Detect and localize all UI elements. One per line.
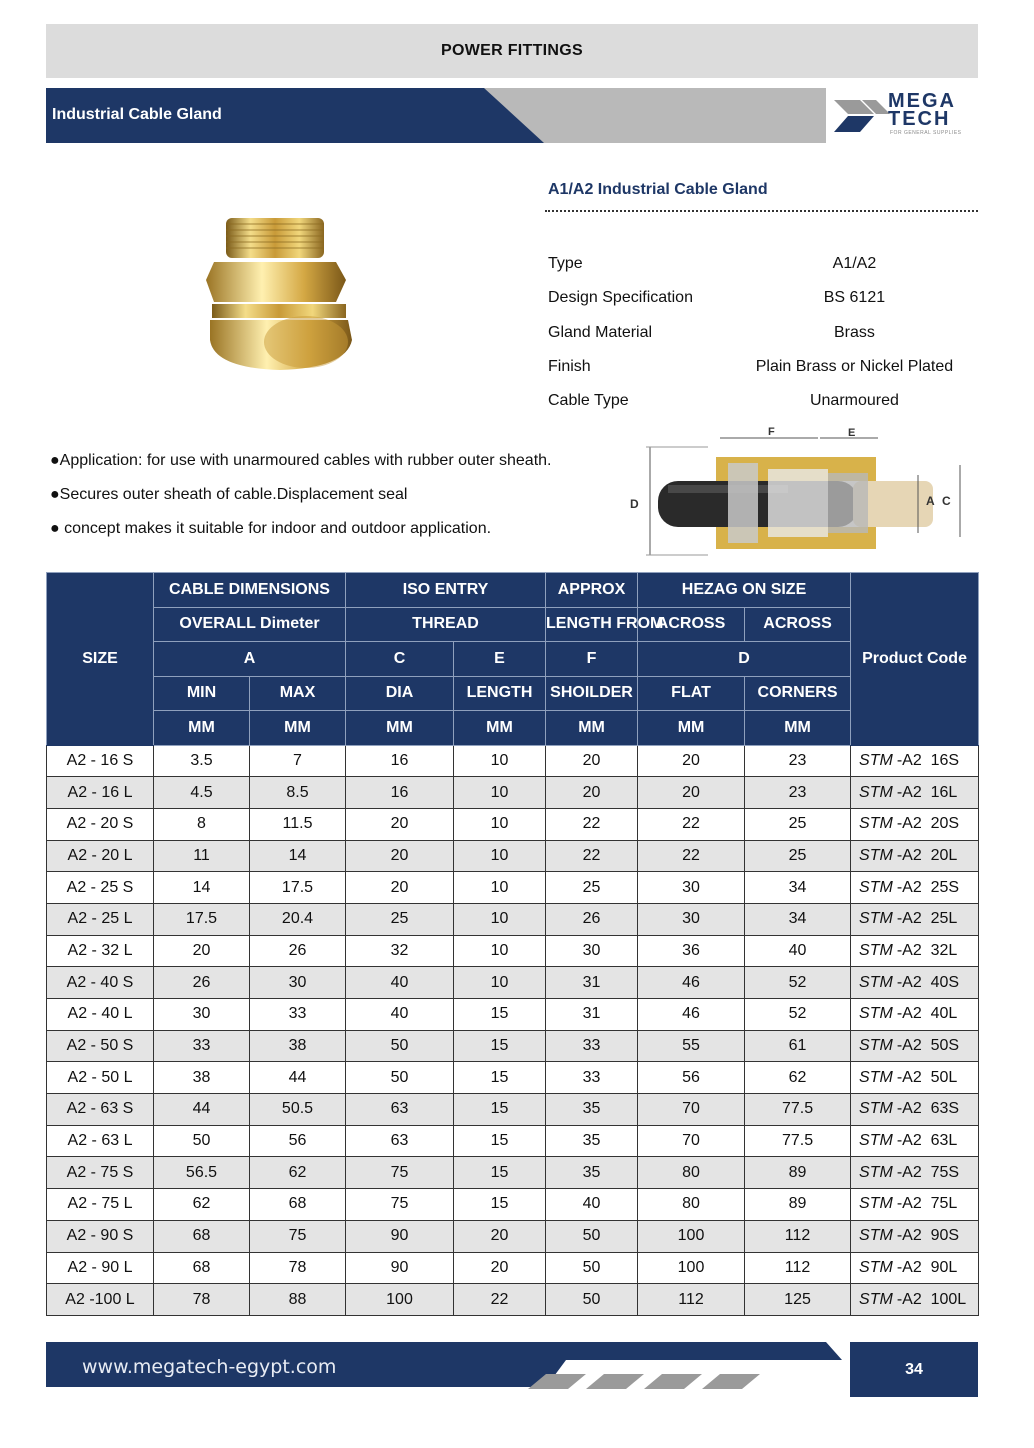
code-prefix: STM	[859, 751, 893, 769]
header-unit: MM	[346, 711, 454, 746]
spec-value: A1/A2	[832, 255, 877, 272]
page-number: 34	[850, 1342, 978, 1397]
header-approx: APPROX	[546, 573, 638, 608]
code-prefix: STM	[859, 783, 893, 801]
header-hexagon: HEZAG ON SIZE	[638, 573, 851, 608]
cell-product-code	[851, 1220, 979, 1252]
code-suffix: -A2 40S	[896, 973, 960, 991]
cell-f: 40	[546, 1189, 638, 1221]
cell-c: 25	[346, 903, 454, 935]
code-prefix: STM	[859, 1227, 893, 1245]
header-overall: OVERALL Dimeter	[154, 607, 346, 642]
cell-e: 15	[454, 1062, 546, 1094]
cell-max: 7	[250, 745, 346, 777]
header-dia: DIA	[346, 676, 454, 711]
spec-value: Plain Brass or Nickel Plated	[755, 358, 954, 375]
cell-flat: 30	[638, 903, 745, 935]
cell-product-code	[851, 1157, 979, 1189]
footer-band	[46, 1342, 846, 1392]
header-unit: MM	[454, 711, 546, 746]
header-product-code: Product Code	[851, 573, 979, 746]
cell-corners: 112	[745, 1220, 851, 1252]
cell-flat: 30	[638, 872, 745, 904]
dotted-divider	[545, 210, 978, 212]
code-prefix: STM	[859, 1258, 893, 1276]
code-suffix: -A2 25L	[896, 910, 958, 928]
cell-c: 40	[346, 999, 454, 1031]
cell-flat: 20	[638, 777, 745, 809]
logo-word-tech: TECH	[888, 108, 951, 130]
table-row	[47, 1220, 979, 1252]
header-unit: MM	[250, 711, 346, 746]
cell-e: 20	[454, 1220, 546, 1252]
code-suffix: -A2 63L	[896, 1132, 958, 1150]
cell-size: A2 - 16 S	[47, 745, 154, 777]
feature-item: ●Secures outer sheath of cable.Displacement seal	[50, 486, 408, 503]
code-prefix: STM	[859, 846, 893, 864]
feature-item: ●Application: for use with unarmoured cables with rubber outer sheath.	[50, 452, 552, 469]
code-prefix: STM	[859, 815, 893, 833]
cell-flat: 112	[638, 1284, 745, 1316]
header-d: D	[638, 642, 851, 677]
cell-corners: 34	[745, 872, 851, 904]
feature-list	[50, 452, 552, 554]
code-suffix: -A2 20L	[896, 846, 958, 864]
table-row	[47, 1094, 979, 1126]
cell-product-code	[851, 1030, 979, 1062]
header-unit: MM	[154, 711, 250, 746]
cell-flat: 22	[638, 840, 745, 872]
cell-f: 35	[546, 1094, 638, 1126]
cell-product-code	[851, 1094, 979, 1126]
cell-size: A2 - 25 L	[47, 903, 154, 935]
table-row	[47, 872, 979, 904]
cell-max: 26	[250, 935, 346, 967]
cell-max: 75	[250, 1220, 346, 1252]
section-title: POWER FITTINGS	[46, 24, 978, 78]
product-title: A1/A2 Industrial Cable Gland	[548, 181, 768, 198]
code-prefix: STM	[859, 1195, 893, 1213]
cell-size: A2 - 40 S	[47, 967, 154, 999]
spec-value: Brass	[833, 324, 875, 341]
cell-max: 44	[250, 1062, 346, 1094]
cell-max: 88	[250, 1284, 346, 1316]
website-url: www.megatech-egypt.com	[82, 1356, 337, 1378]
table-row	[47, 935, 979, 967]
cell-corners: 23	[745, 777, 851, 809]
header-max: MAX	[250, 676, 346, 711]
cell-f: 22	[546, 808, 638, 840]
cell-e: 10	[454, 777, 546, 809]
megatech-logo	[830, 88, 978, 143]
cell-f: 35	[546, 1157, 638, 1189]
logo-word-mega: MEGA	[888, 90, 956, 112]
logo-chevron-icon	[832, 92, 892, 142]
cell-e: 10	[454, 872, 546, 904]
code-suffix: -A2 20S	[896, 815, 960, 833]
cell-f: 50	[546, 1220, 638, 1252]
header-size: SIZE	[47, 573, 154, 746]
cell-product-code	[851, 777, 979, 809]
cell-f: 33	[546, 1062, 638, 1094]
cell-product-code	[851, 1284, 979, 1316]
cell-product-code	[851, 999, 979, 1031]
header-length: LENGTH	[454, 676, 546, 711]
cell-flat: 56	[638, 1062, 745, 1094]
table-row	[47, 808, 979, 840]
spec-row-cable-type	[548, 392, 978, 414]
cell-corners: 25	[745, 808, 851, 840]
cell-f: 33	[546, 1030, 638, 1062]
cell-e: 15	[454, 1125, 546, 1157]
cell-f: 22	[546, 840, 638, 872]
cell-flat: 80	[638, 1157, 745, 1189]
cell-product-code	[851, 745, 979, 777]
cell-max: 56	[250, 1125, 346, 1157]
cell-f: 31	[546, 967, 638, 999]
cell-corners: 52	[745, 967, 851, 999]
cell-min: 3.5	[154, 745, 250, 777]
code-suffix: -A2 90S	[896, 1227, 960, 1245]
spec-label: Design Specification	[548, 289, 693, 306]
spec-row-material	[548, 324, 978, 346]
cell-flat: 70	[638, 1125, 745, 1157]
cell-max: 14	[250, 840, 346, 872]
cell-size: A2 - 16 L	[47, 777, 154, 809]
cell-corners: 52	[745, 999, 851, 1031]
table-row	[47, 1157, 979, 1189]
header-a: A	[154, 642, 346, 677]
spec-label: Finish	[548, 358, 591, 375]
cell-c: 20	[346, 840, 454, 872]
cell-min: 38	[154, 1062, 250, 1094]
cell-corners: 40	[745, 935, 851, 967]
cell-flat: 22	[638, 808, 745, 840]
code-suffix: -A2 40L	[896, 1005, 958, 1023]
cell-size: A2 - 50 S	[47, 1030, 154, 1062]
cell-corners: 77.5	[745, 1125, 851, 1157]
cell-min: 4.5	[154, 777, 250, 809]
spec-row-design	[548, 289, 978, 311]
cell-f: 20	[546, 777, 638, 809]
cell-min: 14	[154, 872, 250, 904]
spec-label: Gland Material	[548, 324, 653, 341]
spec-label: Cable Type	[548, 392, 629, 409]
code-suffix: -A2 50S	[896, 1037, 960, 1055]
cell-min: 68	[154, 1252, 250, 1284]
table-row	[47, 999, 979, 1031]
table-row	[47, 1284, 979, 1316]
label-c: C	[942, 494, 951, 508]
code-suffix: -A2 75S	[896, 1163, 960, 1181]
cell-c: 100	[346, 1284, 454, 1316]
cell-size: A2 - 75 S	[47, 1157, 154, 1189]
header-thread: THREAD	[346, 607, 546, 642]
cell-e: 10	[454, 967, 546, 999]
header-c: C	[346, 642, 454, 677]
cell-flat: 20	[638, 745, 745, 777]
cell-size: A2 -100 L	[47, 1284, 154, 1316]
cell-product-code	[851, 1189, 979, 1221]
header-across-2: ACROSS	[745, 607, 851, 642]
cell-max: 20.4	[250, 903, 346, 935]
cell-e: 20	[454, 1252, 546, 1284]
code-prefix: STM	[859, 1100, 893, 1118]
code-prefix: STM	[859, 1132, 893, 1150]
category-banner	[46, 88, 826, 143]
cell-product-code	[851, 840, 979, 872]
cell-size: A2 - 20 S	[47, 808, 154, 840]
cell-min: 33	[154, 1030, 250, 1062]
cell-min: 68	[154, 1220, 250, 1252]
header-unit: MM	[745, 711, 851, 746]
cell-c: 63	[346, 1125, 454, 1157]
cell-corners: 89	[745, 1189, 851, 1221]
cell-max: 50.5	[250, 1094, 346, 1126]
cell-flat: 36	[638, 935, 745, 967]
feature-item: ● concept makes it suitable for indoor and outdoor application.	[50, 520, 492, 537]
gland-dimension-diagram	[628, 425, 968, 560]
cell-f: 35	[546, 1125, 638, 1157]
cell-c: 40	[346, 967, 454, 999]
cell-min: 78	[154, 1284, 250, 1316]
cell-min: 44	[154, 1094, 250, 1126]
cell-corners: 89	[745, 1157, 851, 1189]
cell-max: 62	[250, 1157, 346, 1189]
cell-corners: 77.5	[745, 1094, 851, 1126]
cell-e: 15	[454, 999, 546, 1031]
category-title: Industrial Cable Gland	[52, 106, 222, 123]
code-prefix: STM	[859, 1068, 893, 1086]
cell-c: 16	[346, 745, 454, 777]
cell-c: 90	[346, 1252, 454, 1284]
header-corners: CORNERS	[745, 676, 851, 711]
cell-size: A2 - 90 L	[47, 1252, 154, 1284]
dimensions-table	[46, 572, 979, 1316]
spec-value: BS 6121	[823, 289, 886, 306]
cell-c: 75	[346, 1157, 454, 1189]
cell-max: 68	[250, 1189, 346, 1221]
cell-product-code	[851, 967, 979, 999]
cell-size: A2 - 63 L	[47, 1125, 154, 1157]
cell-flat: 55	[638, 1030, 745, 1062]
cell-f: 30	[546, 935, 638, 967]
spec-value: Unarmoured	[809, 392, 899, 409]
code-suffix: -A2 50L	[896, 1068, 958, 1086]
code-suffix: -A2 100L	[896, 1290, 967, 1308]
cell-max: 8.5	[250, 777, 346, 809]
spec-row-finish	[548, 358, 978, 380]
header-e: E	[454, 642, 546, 677]
table-row	[47, 1252, 979, 1284]
cell-size: A2 - 32 L	[47, 935, 154, 967]
cell-product-code	[851, 1252, 979, 1284]
table-row	[47, 1030, 979, 1062]
cell-max: 33	[250, 999, 346, 1031]
code-prefix: STM	[859, 1005, 893, 1023]
table-row	[47, 840, 979, 872]
table-row	[47, 1125, 979, 1157]
cell-flat: 46	[638, 999, 745, 1031]
spec-row-type	[548, 255, 978, 277]
cell-min: 26	[154, 967, 250, 999]
label-a: A	[926, 494, 935, 508]
label-e: E	[848, 427, 856, 439]
cell-size: A2 - 90 S	[47, 1220, 154, 1252]
table-row	[47, 903, 979, 935]
cell-c: 16	[346, 777, 454, 809]
code-prefix: STM	[859, 878, 893, 896]
cell-product-code	[851, 808, 979, 840]
cell-e: 15	[454, 1157, 546, 1189]
cell-f: 26	[546, 903, 638, 935]
header-f: F	[546, 642, 638, 677]
cell-c: 90	[346, 1220, 454, 1252]
cell-e: 10	[454, 745, 546, 777]
cell-c: 63	[346, 1094, 454, 1126]
cell-c: 20	[346, 808, 454, 840]
cell-e: 10	[454, 840, 546, 872]
cell-c: 75	[346, 1189, 454, 1221]
cell-product-code	[851, 872, 979, 904]
cell-flat: 46	[638, 967, 745, 999]
cell-size: A2 - 63 S	[47, 1094, 154, 1126]
table-row	[47, 777, 979, 809]
header-unit: MM	[638, 711, 745, 746]
cell-max: 11.5	[250, 808, 346, 840]
header-flat: FLAT	[638, 676, 745, 711]
code-suffix: -A2 63S	[896, 1100, 960, 1118]
header-across-1: ACROSS	[638, 607, 745, 642]
cell-e: 22	[454, 1284, 546, 1316]
code-suffix: -A2 32L	[896, 941, 958, 959]
cell-corners: 34	[745, 903, 851, 935]
code-suffix: -A2 16L	[896, 783, 958, 801]
cell-size: A2 - 20 L	[47, 840, 154, 872]
cell-size: A2 - 40 L	[47, 999, 154, 1031]
cell-corners: 25	[745, 840, 851, 872]
cell-corners: 62	[745, 1062, 851, 1094]
cell-flat: 70	[638, 1094, 745, 1126]
cell-c: 50	[346, 1062, 454, 1094]
header-unit: MM	[546, 711, 638, 746]
cell-c: 20	[346, 872, 454, 904]
cell-f: 20	[546, 745, 638, 777]
header-length-from: LENGTH FROM	[546, 607, 638, 642]
cell-product-code	[851, 903, 979, 935]
code-prefix: STM	[859, 910, 893, 928]
cell-corners: 125	[745, 1284, 851, 1316]
table-row	[47, 1189, 979, 1221]
cell-min: 8	[154, 808, 250, 840]
cell-e: 15	[454, 1094, 546, 1126]
table-body	[47, 745, 979, 1315]
cell-size: A2 - 75 L	[47, 1189, 154, 1221]
label-f: F	[768, 426, 775, 438]
cell-c: 50	[346, 1030, 454, 1062]
header-iso-entry: ISO ENTRY	[346, 573, 546, 608]
cell-e: 10	[454, 808, 546, 840]
code-prefix: STM	[859, 1163, 893, 1181]
cell-e: 10	[454, 935, 546, 967]
table-row	[47, 967, 979, 999]
spec-label: Type	[548, 255, 583, 272]
label-d: D	[630, 497, 639, 511]
cell-f: 25	[546, 872, 638, 904]
cell-e: 15	[454, 1189, 546, 1221]
cable-gland-photo	[196, 210, 366, 375]
cell-corners: 112	[745, 1252, 851, 1284]
cell-max: 78	[250, 1252, 346, 1284]
code-suffix: -A2 75L	[896, 1195, 958, 1213]
cell-max: 17.5	[250, 872, 346, 904]
code-suffix: -A2 25S	[896, 878, 960, 896]
cell-corners: 23	[745, 745, 851, 777]
cell-min: 11	[154, 840, 250, 872]
header-cable-dimensions: CABLE DIMENSIONS	[154, 573, 346, 608]
logo-tagline: FOR GENERAL SUPPLIES	[890, 130, 962, 136]
cell-min: 56.5	[154, 1157, 250, 1189]
cell-f: 50	[546, 1284, 638, 1316]
cell-f: 31	[546, 999, 638, 1031]
cell-product-code	[851, 935, 979, 967]
table-row	[47, 745, 979, 777]
code-prefix: STM	[859, 973, 893, 991]
cell-min: 62	[154, 1189, 250, 1221]
code-suffix: -A2 16S	[896, 751, 960, 769]
cell-min: 30	[154, 999, 250, 1031]
cell-max: 38	[250, 1030, 346, 1062]
code-prefix: STM	[859, 941, 893, 959]
cell-flat: 100	[638, 1220, 745, 1252]
header-shoulder: SHOILDER	[546, 676, 638, 711]
cell-size: A2 - 25 S	[47, 872, 154, 904]
cell-max: 30	[250, 967, 346, 999]
cell-product-code	[851, 1062, 979, 1094]
cell-e: 10	[454, 903, 546, 935]
cell-e: 15	[454, 1030, 546, 1062]
table-row	[47, 1062, 979, 1094]
cell-flat: 80	[638, 1189, 745, 1221]
cell-f: 50	[546, 1252, 638, 1284]
code-prefix: STM	[859, 1037, 893, 1055]
cell-size: A2 - 50 L	[47, 1062, 154, 1094]
code-suffix: -A2 90L	[896, 1258, 958, 1276]
cell-c: 32	[346, 935, 454, 967]
cell-flat: 100	[638, 1252, 745, 1284]
cell-min: 50	[154, 1125, 250, 1157]
cell-min: 17.5	[154, 903, 250, 935]
cell-product-code	[851, 1125, 979, 1157]
header-min: MIN	[154, 676, 250, 711]
cell-min: 20	[154, 935, 250, 967]
cell-corners: 61	[745, 1030, 851, 1062]
code-prefix: STM	[859, 1290, 893, 1308]
